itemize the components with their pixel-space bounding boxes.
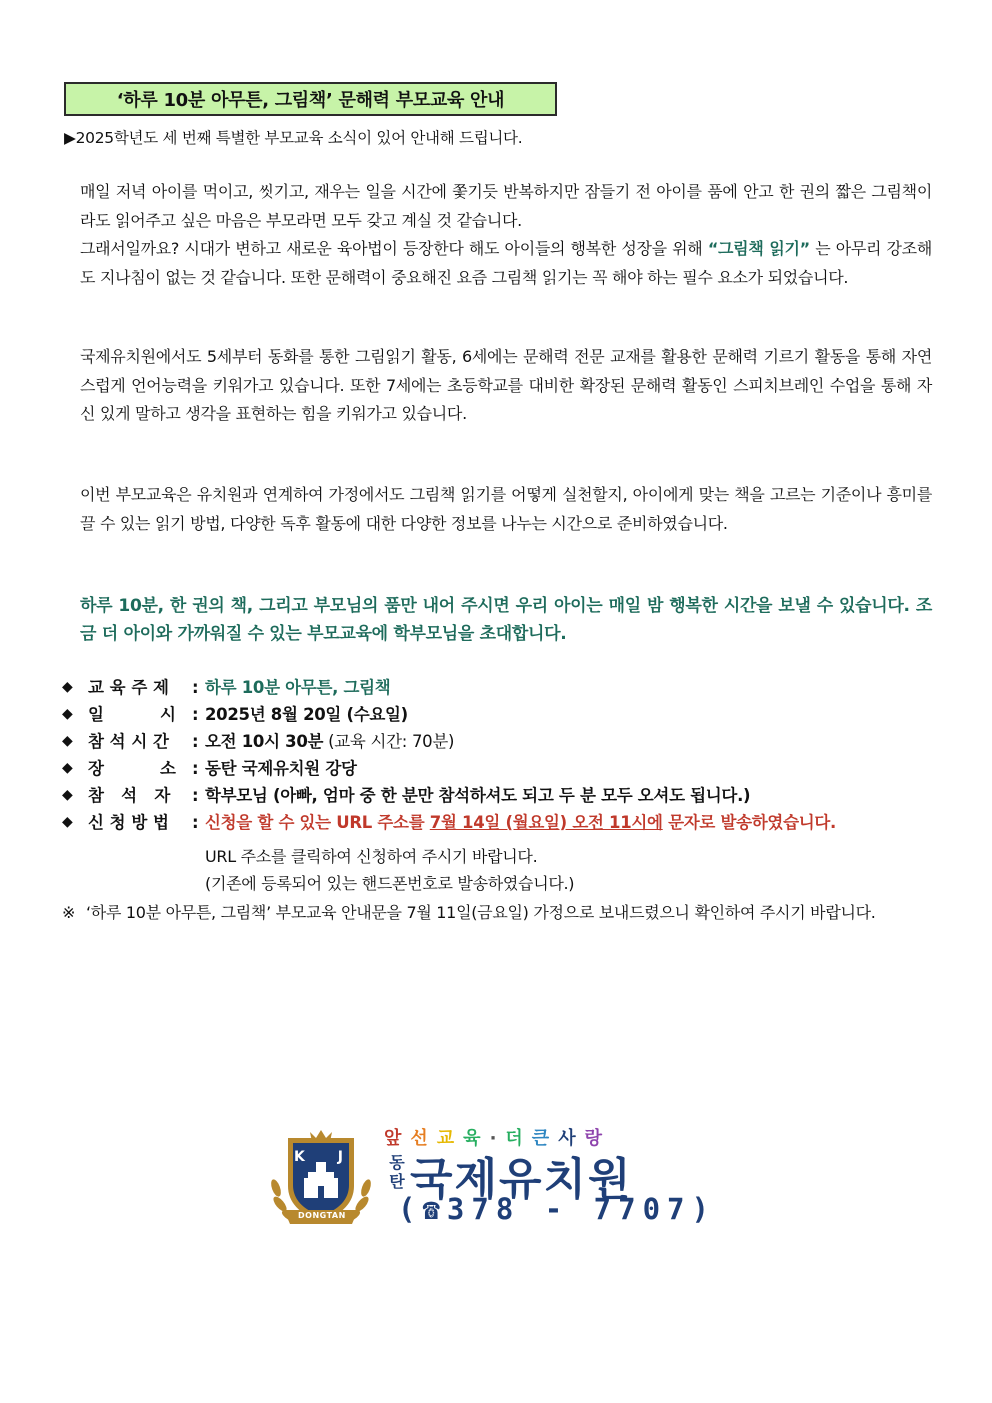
info-row-time: [62, 728, 942, 755]
diamond-bullet-icon: ◆: [62, 760, 73, 776]
event-info-list: [62, 674, 942, 836]
place-value: 동탄 국제유치원 강당: [205, 759, 357, 778]
info-row-apply: [62, 809, 942, 836]
info-row-attendee: [62, 782, 942, 809]
paragraph-3: 이번 부모교육은 유치원과 연계하여 가정에서도 그림책 읽기를 어떻게 실천할지, 아이에게 맞는 책을 고르는 기준이나 흥미를 끌 수 있는 읽기 방법, 다양한 독후 활동에 대한 다양한 정보를 나누는 시간으로 준비하였습니다.: [80, 485, 932, 533]
phone-number: (☎378 - 7707): [398, 1192, 716, 1226]
date-label: 일 시: [88, 705, 176, 724]
page-title: ‘하루 10분 아무튼, 그림책’ 문해력 부모교육 안내: [64, 82, 557, 116]
slogan-char: 교: [436, 1128, 464, 1149]
notice-text: ‘하루 10분 아무튼, 그림책’ 부모교육 안내문을 7월 11일(금요일) 가정으로 보내드렸으니 확인하여 주시기 바랍니다.: [86, 903, 876, 922]
slogan-char: 큰: [531, 1128, 559, 1149]
topic-value: 하루 10분 아무튼, 그림책: [205, 678, 391, 697]
attendee-label: 참 석 자: [88, 786, 171, 805]
apply-value: 신청을 할 수 있는 URL 주소를 7월 14일 (월요일) 오전 11시에 문자로 발송하였습니다.: [205, 813, 836, 832]
emblem-ribbon-text: DONGTAN: [298, 1211, 346, 1220]
paragraph-2: 국제유치원에서도 5세부터 동화를 통한 그림읽기 활동, 6세에는 문해력 전문 교재를 활용한 문해력 기르기 활동을 통해 자연스럽게 언어능력을 키워가고 있습니다. 또한 7세에는 초등학교를 대비한 확장된 문해력 활동인 스피치브레인 수업을 통해 자신 있게 말하고 생각을 표현하는 힘을 키워가고 있습니다.: [80, 347, 932, 423]
emblem-letters: K J: [294, 1149, 357, 1165]
notice: [62, 899, 934, 927]
apply-label: 신 청 방 법: [88, 813, 169, 832]
apply-date-underlined: 7월 14일 (월요일) 오전 11시에: [429, 813, 663, 832]
diamond-bullet-icon: ◆: [62, 733, 73, 749]
diamond-bullet-icon: ◆: [62, 814, 73, 830]
colon: :: [192, 678, 199, 697]
place-label: 장 소: [88, 759, 176, 778]
colon: :: [192, 759, 199, 778]
paragraph-1-c: 는 아무리 강조해도 지나침이 없는 것 같습니다. 또한 문해력이 중요해진 요즘 그림책 읽기는 꼭 해야 하는 필수 요소가 되었습니다.: [80, 239, 932, 287]
paragraph-1-a: 매일 저녁 아이를 먹이고, 씻기고, 재우는 일을 시간에 쫓기듯 반복하지만 잠들기 전 아이를 품에 안고 한 권의 짧은 그림책이라도 읽어주고 싶은 마음은 부모라면 모두 갖고 계실 것 같습니다.: [80, 182, 932, 230]
apply-line-2: URL 주소를 클릭하여 신청하여 주시기 바랍니다.: [205, 847, 538, 866]
slogan-char: 사: [558, 1128, 585, 1149]
slogan-char: 더: [505, 1128, 532, 1149]
colon: :: [192, 786, 199, 805]
slogan-char: 앞: [384, 1128, 411, 1149]
info-row-date: [62, 701, 942, 728]
invitation-emphasis: 하루 10분, 한 권의 책, 그리고 부모님의 품만 내어 주시면 우리 아이는 매일 밤 행복한 시간을 보낼 수 있습니다. 조금 더 아이와 가까워질 수 있는 부모교육에 학부모님을 초대합니다.: [80, 596, 932, 644]
time-label: 참 석 시 간: [88, 732, 169, 751]
attendee-value: 학부모님 (아빠, 엄마 중 한 분만 참석하셔도 되고 두 분 모두 오셔도 됩니다.): [205, 786, 751, 805]
time-duration-note: (교육 시간: 70분): [323, 732, 455, 751]
slogan-char: 육: [463, 1128, 490, 1149]
org-name: 국제유치원: [410, 1154, 633, 1205]
info-row-place: [62, 755, 942, 782]
paragraph-1-b: 그래서일까요? 시대가 변하고 새로운 육아법이 등장한다 해도 아이들의 행복한 성장을 위해: [80, 239, 708, 258]
time-value: 오전 10시 30분 (교육 시간: 70분): [205, 732, 455, 751]
info-row-topic: [62, 674, 942, 701]
colon: :: [192, 813, 199, 832]
slogan-char: ·: [489, 1128, 506, 1149]
paragraph-1: [80, 178, 932, 292]
reference-mark-icon: ※: [62, 903, 76, 922]
topic-label: 교 육 주 제: [88, 678, 169, 697]
picture-book-reading-highlight: “그림책 읽기”: [707, 239, 810, 258]
diamond-bullet-icon: ◆: [62, 679, 73, 695]
date-value: 2025년 8월 20일 (수요일): [205, 705, 408, 724]
colon: :: [192, 705, 199, 724]
slogan-char: 선: [410, 1128, 437, 1149]
intro-line: ▶2025학년도 세 번째 특별한 부모교육 소식이 있어 안내해 드립니다.: [64, 129, 523, 147]
colon: :: [192, 732, 199, 751]
diamond-bullet-icon: ◆: [62, 706, 73, 722]
diamond-bullet-icon: ◆: [62, 787, 73, 803]
org-district: 동 탄: [389, 1153, 405, 1191]
apply-line-3: (기존에 등록되어 있는 핸드폰번호로 발송하였습니다.): [205, 874, 575, 893]
slogan-char: 랑: [584, 1128, 611, 1149]
